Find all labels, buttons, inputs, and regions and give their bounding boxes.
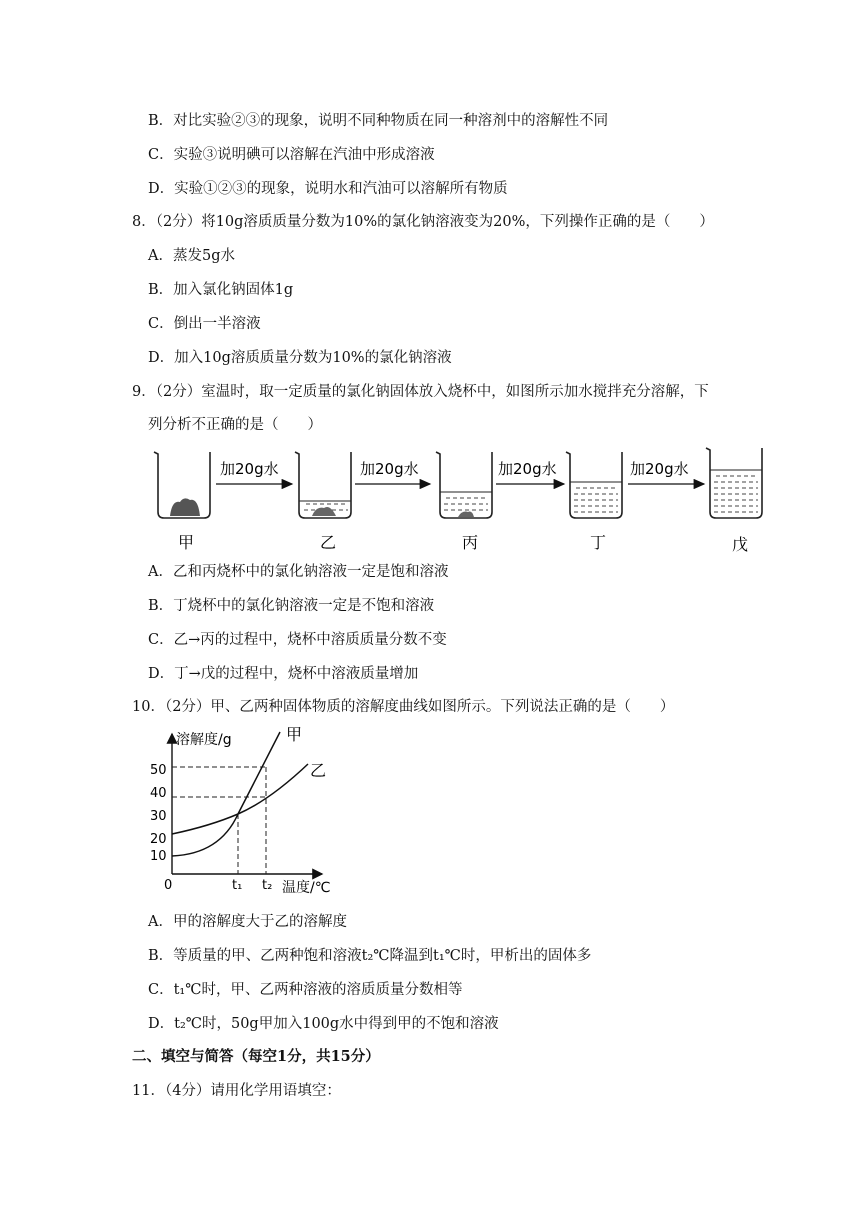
beaker-yi [295, 452, 351, 552]
beaker-bing [436, 452, 492, 552]
beaker-ding [566, 452, 622, 552]
section-2-title: 二、填空与简答（每空1分，共15分） [132, 1048, 380, 1065]
q9-option-b: B．丁烧杯中的氯化钠溶液一定是不饱和溶液 [148, 598, 435, 614]
y-tick-10: 10 [150, 849, 167, 864]
solubility-chart [140, 726, 360, 898]
series-label-jia: 甲 [286, 726, 303, 744]
q8-option-b: B．加入氯化钠固体1g [148, 282, 294, 298]
q9-stem-line1: 9．（2分）室温时，取一定质量的氯化钠固体放入烧杯中，如图所示加水搅拌充分溶解，下 [132, 384, 709, 400]
beaker-label-jia: 甲 [178, 533, 195, 552]
x-tick-t2: t₂ [262, 878, 273, 893]
q10-option-a: A．甲的溶解度大于乙的溶解度 [148, 914, 347, 930]
q7-option-b: B．对比实验②③的现象，说明不同种物质在同一种溶剂中的溶解性不同 [148, 113, 609, 129]
q9-stem-line2: 列分析不正确的是（ ） [148, 417, 322, 433]
q8-option-d: D．加入10g溶质质量分数为10%的氯化钠溶液 [148, 350, 452, 366]
beaker-jia [154, 452, 210, 552]
arrow-label-4: 加20g水 [630, 460, 689, 478]
q9-option-c: C．乙→丙的过程中，烧杯中溶质质量分数不变 [148, 632, 447, 648]
arrow-label-1: 加20g水 [220, 460, 279, 478]
series-label-yi: 乙 [310, 761, 327, 780]
q8-option-c: C．倒出一半溶液 [148, 316, 261, 332]
beaker-label-yi: 乙 [320, 533, 337, 552]
q10-option-c: C．t₁℃时，甲、乙两种溶液的溶质质量分数相等 [148, 982, 463, 998]
arrow-4 [628, 460, 704, 484]
x-axis-label: 温度/℃ [282, 880, 331, 896]
arrow-label-2: 加20g水 [360, 460, 419, 478]
q8-option-a: A．蒸发5g水 [148, 248, 235, 264]
beaker-label-ding: 丁 [590, 533, 607, 552]
y-tick-20: 20 [150, 832, 167, 847]
y-tick-50: 50 [150, 763, 167, 778]
arrow-1 [216, 460, 292, 484]
arrow-3 [496, 460, 564, 484]
series-jia-curve [172, 732, 280, 856]
q9-option-d: D．丁→戊的过程中，烧杯中溶液质量增加 [148, 666, 419, 682]
arrow-2 [355, 460, 430, 484]
series-yi-curve [172, 764, 308, 834]
arrow-label-3: 加20g水 [498, 460, 557, 478]
y-tick-30: 30 [150, 809, 167, 824]
beaker-wu [706, 448, 762, 554]
y-axis-label: 溶解度/g [176, 732, 232, 748]
x-tick-0: 0 [164, 878, 173, 893]
q10-option-d: D．t₂℃时，50g甲加入100g水中得到甲的不饱和溶液 [148, 1016, 499, 1032]
q8-stem: 8．（2分）将10g溶质质量分数为10%的氯化钠溶液变为20%，下列操作正确的是（ ） [132, 214, 714, 230]
q7-option-d: D．实验①②③的现象，说明水和汽油可以溶解所有物质 [148, 181, 508, 197]
beaker-label-wu: 戊 [732, 535, 749, 554]
beaker-figure [140, 440, 790, 560]
q11-stem: 11．（4分）请用化学用语填空： [132, 1083, 341, 1099]
beaker-label-bing: 丙 [462, 533, 479, 552]
x-tick-t1: t₁ [232, 878, 243, 893]
q7-option-c: C．实验③说明碘可以溶解在汽油中形成溶液 [148, 147, 435, 163]
y-tick-40: 40 [150, 786, 167, 801]
q10-option-b: B．等质量的甲、乙两种饱和溶液t₂℃降温到t₁℃时，甲析出的固体多 [148, 948, 592, 964]
q9-option-a: A．乙和丙烧杯中的氯化钠溶液一定是饱和溶液 [148, 564, 449, 580]
q10-stem: 10．（2分）甲、乙两种固体物质的溶解度曲线如图所示。下列说法正确的是（ ） [132, 699, 675, 715]
